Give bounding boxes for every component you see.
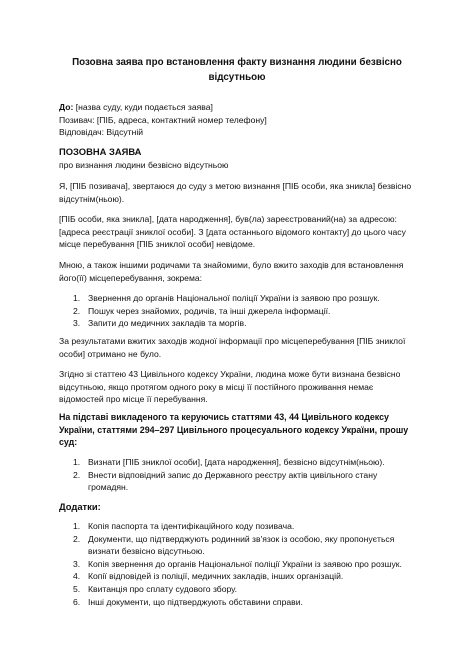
attachments-heading: Додатки: (59, 501, 101, 512)
list-item: 1. Звернення до органів Національної поліції України із заявою про розшук. (73, 293, 380, 303)
claim-heading: ПОЗОВНА ЗАЯВА (59, 146, 142, 157)
list-item: 2. Внести відповідний запис до Державного реєстру актів цивільного стану громадян. (73, 469, 378, 493)
requests-list (59, 456, 419, 494)
paragraph-results: За результатами вжитих заходів жодної інформації про місцеперебування [ПІБ зниклої особи] отримано не було. (59, 336, 406, 359)
list-item: 1. Копія паспорта та ідентифікаційного коду позивача. (73, 521, 295, 531)
plaintiff-line: Позивач: [ПІБ, адреса, контактний номер телефону] (59, 114, 267, 125)
list-item: 1. Визнати [ПІБ зниклої особи], [дата народження], безвісно відсутнім(ньою). (73, 457, 385, 467)
attachments-list (59, 520, 419, 608)
list-item: 5. Квитанція про сплату судового збору. (73, 583, 237, 594)
list-item: 2. Пошук через знайомих, родичів, та інші джерела інформації. (73, 305, 331, 316)
list-item: 2. Документи, що підтверджують родинний зв'язок із особою, яку пропонується визнати безвісно відсутньою. (73, 533, 395, 557)
claim-subheading: про визнання людини безвісно відсутньою (59, 159, 229, 170)
list-item: 3. Запити до медичних закладів та моргів. (73, 318, 247, 329)
list-item: 6. Інші документи, що підтверджують обставини справи. (73, 596, 303, 607)
paragraph-measures-intro: Мною, а також іншими родичами та знайомими, було вжито заходів для встановлення його(її) місцеперебування, зокрема: (59, 260, 404, 283)
addressee-value: [назва суду, куди подається заява] (73, 102, 213, 112)
addressee-line (59, 101, 419, 114)
paragraph-missing-person: [ПІБ особи, яка зникла], [дата народження], був(ла) зареєстрований(на) за адресою: [адреса реєстрації зниклої особи]. З [дата останнього відомого контакту] до цього часу місце перебування [ПІБ зниклої особи] невідоме. (59, 214, 406, 250)
addressee-label: До: (59, 102, 74, 112)
header-block (59, 101, 419, 139)
respondent-line: Відповідач: Відсутній (59, 127, 144, 138)
claim-heading-block (59, 146, 419, 171)
document-title: Позовна заява про встановлення факту визнання людини безвісно відсутньою (72, 57, 402, 83)
list-item: 4. Копії відповідей із поліції, медичних закладів, інших організацій. (73, 571, 344, 582)
paragraph-legal-basis: Згідно зі статтею 43 Цивільного кодексу України, людина може бути визнана безвісно відсутньою, якщо протягом одного року в місці її постійного проживання немає відомостей про місце її перебування. (59, 369, 401, 405)
measures-list (59, 292, 419, 330)
paragraph-intro: Я, [ПІБ позивача], звертаюся до суду з метою визнання [ПІБ особи, яка зникла] безвісно відсутнім(ньою). (59, 181, 412, 204)
list-item: 3. Копія звернення до органів Національної поліції України із заявою про розшук. (73, 558, 402, 569)
request-heading: На підставі викладеного та керуючись статтями 43, 44 Цивільного кодексу України, статтями 294–297 Цивільного процесуального кодексу України, прошу суд: (59, 412, 409, 448)
